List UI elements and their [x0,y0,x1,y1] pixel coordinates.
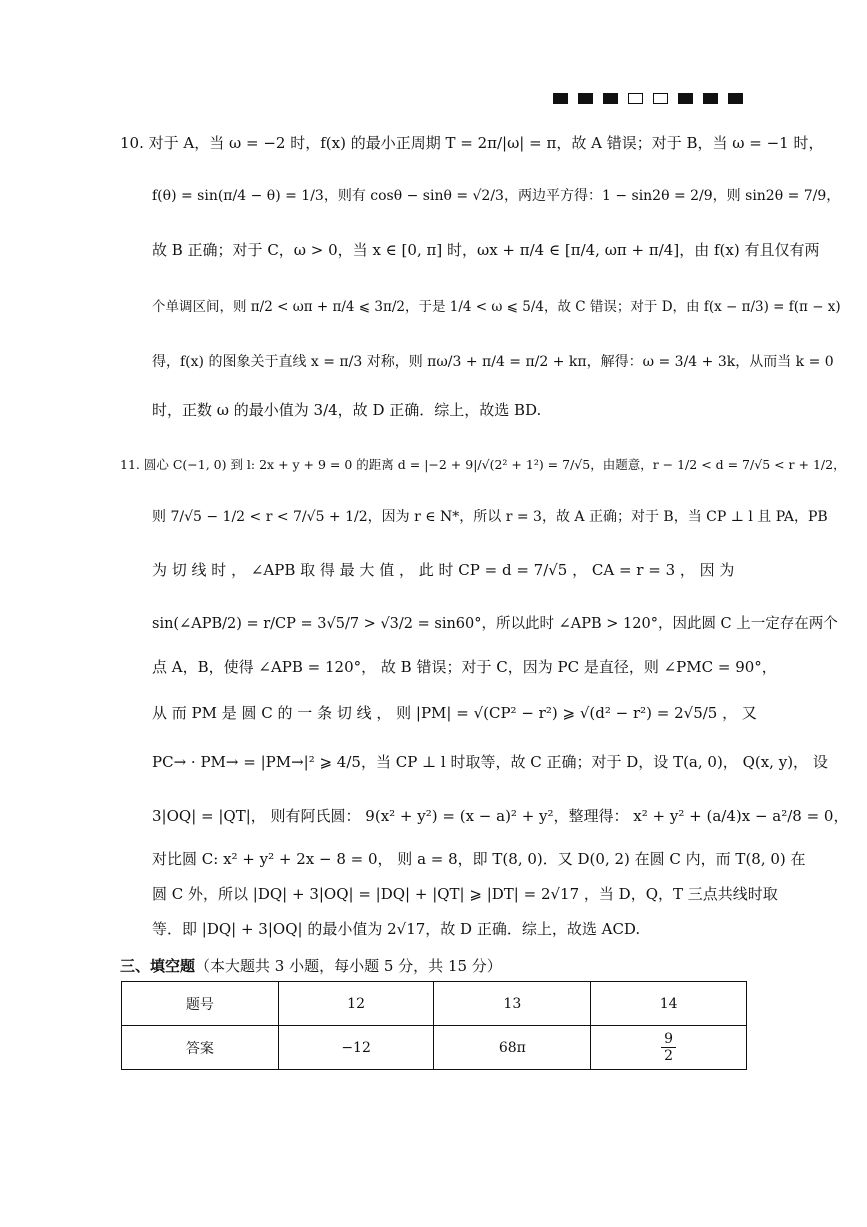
header-mark [703,93,718,104]
header-mark [553,93,568,104]
problem10-line: 得，f(x) 的图象关于直线 x = π/3 对称，则 πω/3 + π/4 = π/2 + kπ，解得：ω = 3/4 + 3k，从而当 k = 0 [152,354,834,370]
table-cell-number: 12 [278,982,434,1026]
problem11-line: 为 切 线 时 ， ∠APB 取 得 最 大 值 ， 此 时 CP = d = 7/√5 ， CA = r = 3 ， 因 为 [152,561,735,579]
table-cell-answer: −12 [278,1026,434,1070]
problem10-line: 10. 对于 A，当 ω = −2 时，f(x) 的最小正周期 T = 2π/|ω| = π，故 A 错误；对于 B，当 ω = −1 时， [120,134,824,152]
problem10-line: f(θ) = sin(π/4 − θ) = 1/3，则有 cosθ − sinθ = √2/3，两边平方得：1 − sin2θ = 2/9，则 sin2θ = 7/9， [152,188,841,204]
problem11-line: 则 7/√5 − 1/2 < r < 7/√5 + 1/2，因为 r ∈ N*，所以 r = 3，故 A 正确；对于 B，当 CP ⊥ l 且 PA，PB [152,509,828,525]
problem11-line: sin(∠APB/2) = r/CP = 3√5/7 > √3/2 = sin60°，所以此时 ∠APB > 120°，因此圆 C 上一定存在两个 [152,616,838,632]
header-marks [553,93,753,104]
problem11-line: PC→ · PM→ = |PM→|² ⩾ 4/5，当 CP ⊥ l 时取等，故 C 正确；对于 D，设 T(a, 0)， Q(x, y)， 设 [152,753,828,771]
problem10-line: 个单调区间，则 π/2 < ωπ + π/4 ⩽ 3π/2，于是 1/4 < ω ⩽ 5/4，故 C 错误；对于 D，由 f(x − π/3) = f(π − x) [152,299,841,315]
problem11-line: 3|OQ| = |QT|， 则有阿氏圆： 9(x² + y²) = (x − a)² + y²，整理得： x² + y² + (a/4)x − a²/8 = 0， [152,807,849,825]
problem11-line: 11. 圆心 C(−1, 0) 到 l: 2x + y + 9 = 0 的距离 d = |−2 + 9|/√(2² + 1²) = 7/√5，由题意，r − 1/2 < d = 7/√5 < r + 1/2， [120,457,846,472]
problem10-line: 故 B 正确；对于 C，ω > 0，当 x ∈ [0, π] 时，ωx + π/4 ∈ [π/4, ωπ + π/4]，由 f(x) 有且仅有两 [152,241,820,259]
table-cell-answer: 68π [434,1026,591,1070]
header-mark [603,93,618,104]
table-cell-number: 13 [434,982,591,1026]
problem11-line: 圆 C 外，所以 |DQ| + 3|OQ| = |DQ| + |QT| ⩾ |DT| = 2√17 ，当 D，Q，T 三点共线时取 [152,885,778,903]
fraction [661,1031,676,1064]
problem11-line: 从 而 PM 是 圆 C 的 一 条 切 线 ， 则 |PM| = √(CP² − r²) ⩾ √(d² − r²) = 2√5/5 ， 又 [152,704,757,722]
problem11-line: 等．即 |DQ| + 3|OQ| 的最小值为 2√17，故 D 正确．综上，故选 ACD. [152,920,641,938]
header-mark [628,93,643,104]
header-mark [653,93,668,104]
fraction-numerator: 9 [661,1031,676,1048]
section-note: （本大题共 3 小题，每小题 5 分，共 15 分） [195,957,502,975]
problem11-line: 对比圆 C: x² + y² + 2x − 8 = 0， 则 a = 8，即 T(8, 0)．又 D(0, 2) 在圆 C 内，而 T(8, 0) 在 [152,850,806,868]
answer-table [121,981,747,1070]
section-heading [120,955,502,976]
table-header-label: 题号 [122,982,279,1026]
table-answer-row [122,1026,747,1070]
table-row-label: 答案 [122,1026,279,1070]
header-mark [728,93,743,104]
header-mark [578,93,593,104]
problem11-line: 点 A，B，使得 ∠APB = 120°， 故 B 错误；对于 C，因为 PC 是直径，则 ∠PMC = 90°， [152,658,777,676]
table-header-row [122,982,747,1026]
section-label: 三、填空题 [120,957,196,975]
table-cell-answer [591,1026,747,1070]
problem10-line: 时，正数 ω 的最小值为 3/4，故 D 正确．综上，故选 BD. [152,401,542,419]
fraction-denominator: 2 [664,1048,674,1064]
table-cell-number: 14 [591,982,747,1026]
header-mark [678,93,693,104]
